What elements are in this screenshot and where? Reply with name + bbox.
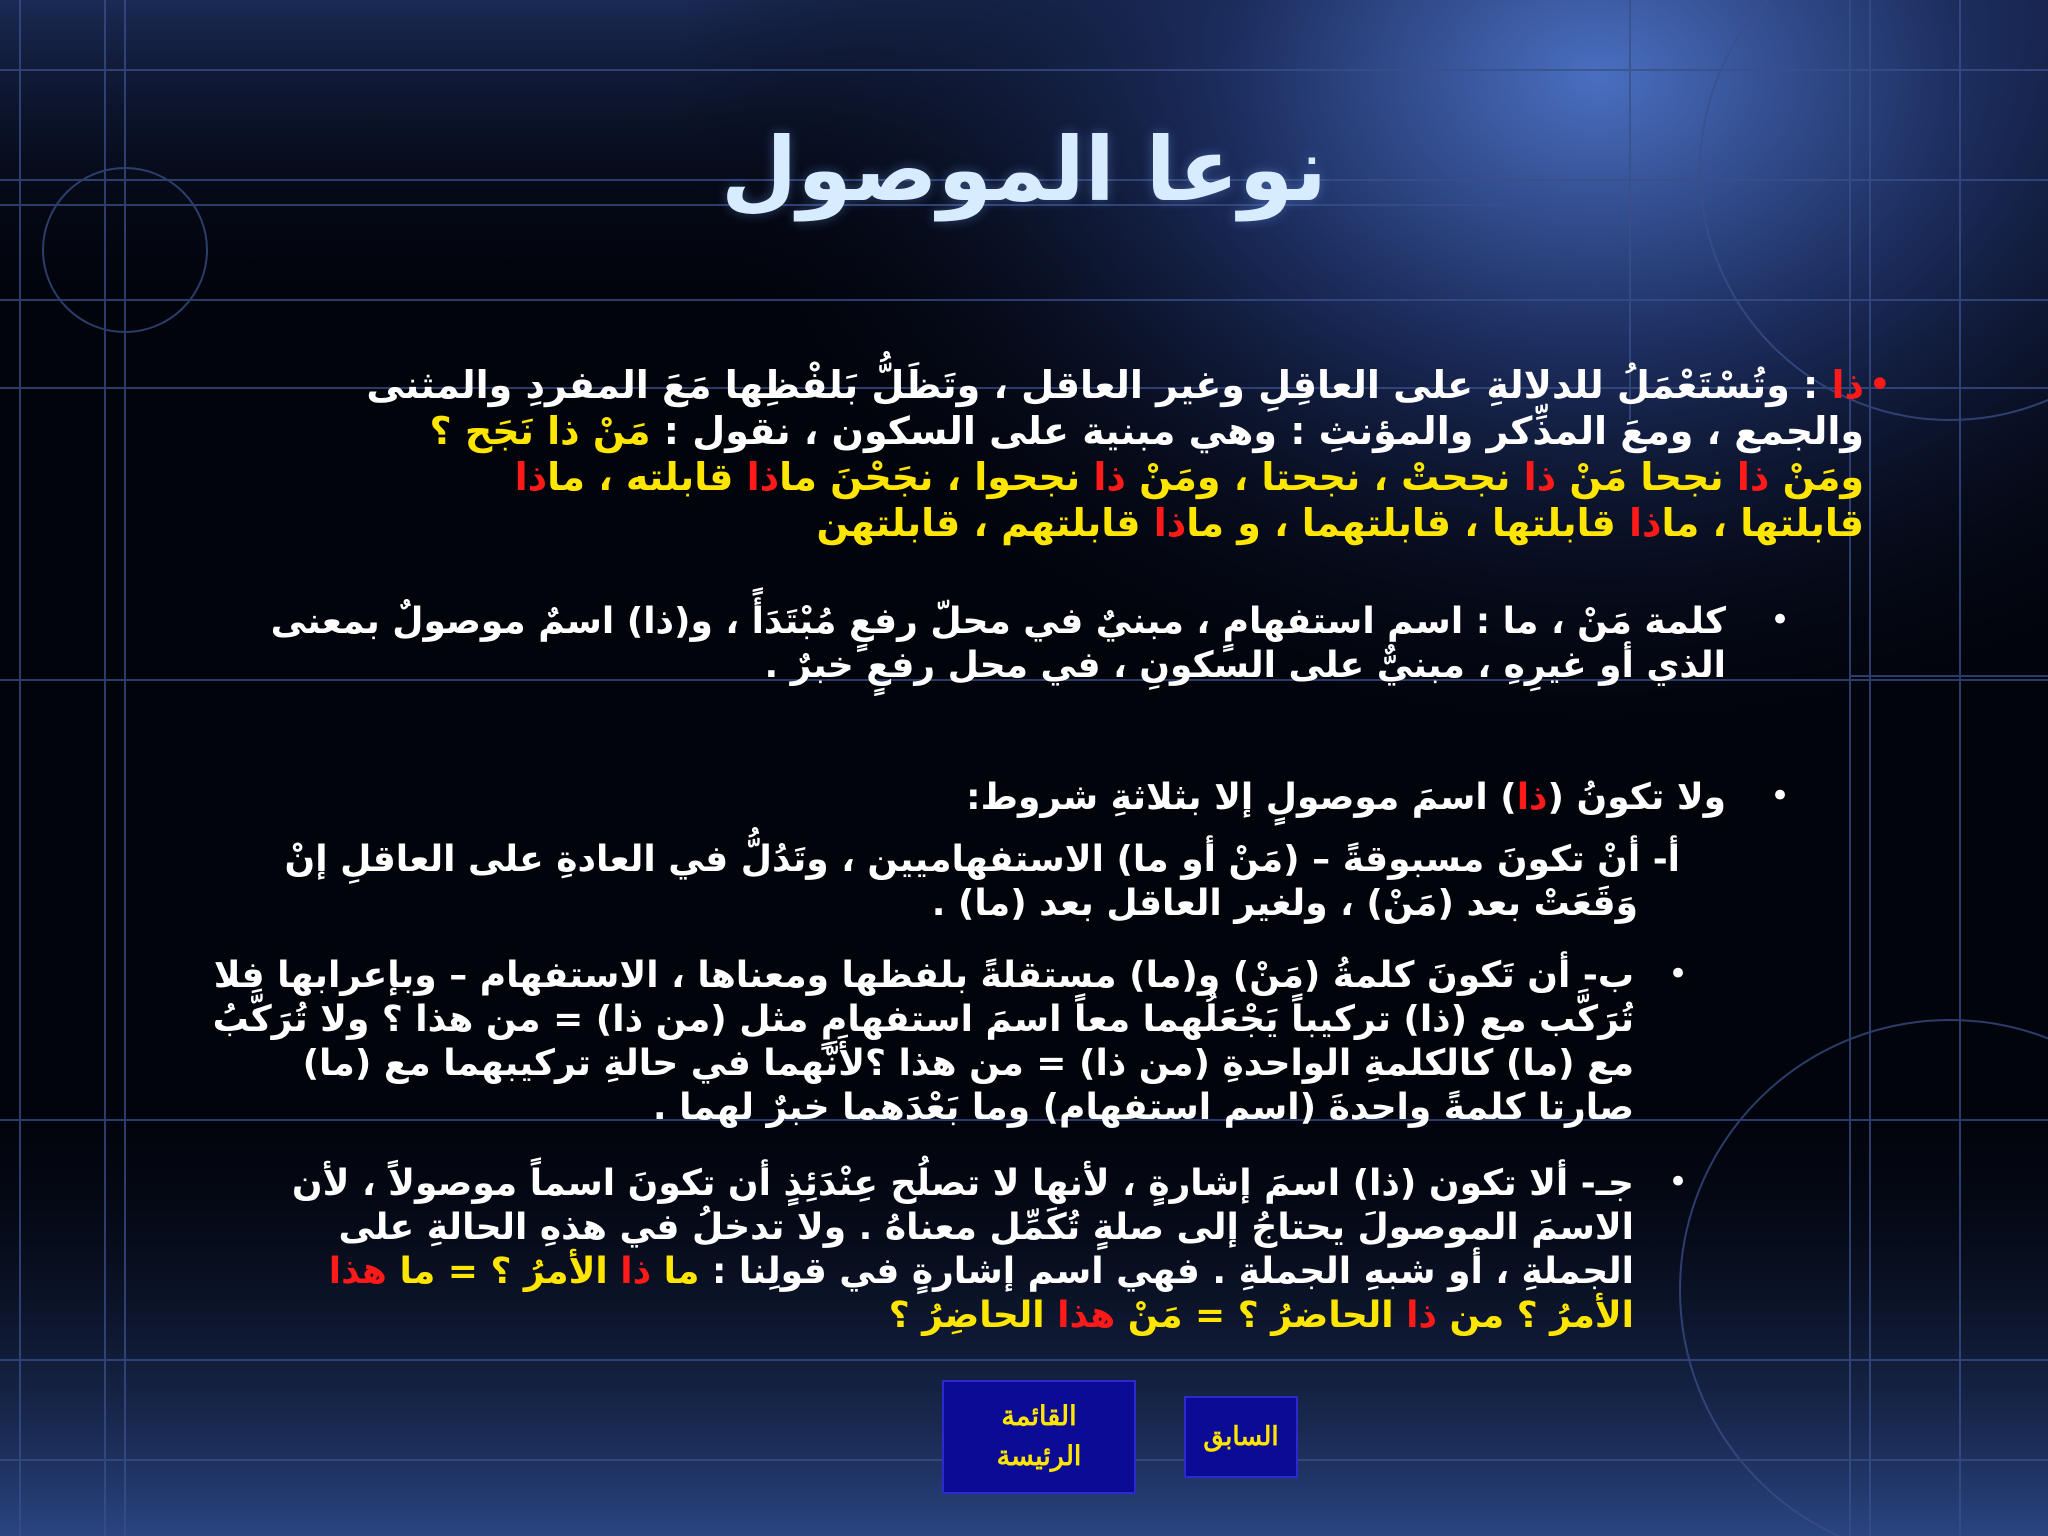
p1-l2-yellow: مَنْ ذا نَجَح ؟ [429, 409, 651, 453]
p1-l3-y4: نجحوا ، نجَحْنَ ما [779, 455, 1094, 499]
paragraph-man-ma-parsing [166, 600, 1726, 688]
p1-l4-r2: ذا [1153, 501, 1187, 545]
main-menu-line-1: القائمة [1001, 1401, 1077, 1432]
main-menu-button[interactable] [942, 1380, 1136, 1494]
paragraph-dha-usage [144, 362, 1864, 546]
p1-l3-y5: قابلته ، ما [547, 455, 747, 499]
p1-l3-r3: ذا [1093, 455, 1126, 499]
p6-l3-text: الجملةِ ، أو شبهِ الجملةِ . فهي اسم إشارةٍ في قولِنا : [699, 1251, 1634, 1292]
p1-l1-text: : وتُسْتَعْمَلُ للدلالةِ على العاقِلِ وغير العاقل ، وتَظَلُّ بَلفْظِها مَعَ المفردِ والمثنى [366, 363, 1832, 407]
p1-l3-r5: ذا [514, 455, 548, 499]
p6-line-3 [194, 1250, 1634, 1294]
p4-line-2: وَقَعَتْ بعد (مَنْ) ، ولغير العاقل بعد (ما) . [931, 883, 1638, 924]
p1-l1-red: ذا [1831, 363, 1864, 407]
p1-l2-text: والجمع ، ومعَ المذِّكر والمؤنثِ : وهي مبنية على السكون ، نقول : [650, 409, 1864, 453]
p3-pre: ولا تكونُ ( [1547, 777, 1726, 818]
p3-line-1 [166, 776, 1726, 820]
bullet-dot: • [1770, 600, 1791, 640]
p1-l3-y2: نجحا مَنْ [1556, 455, 1737, 499]
p5-line-4: صارتا كلمةً واحدةَ (اسم استفهام) وما بَعْدَهما خبرٌ لهما . [652, 1087, 1634, 1128]
p2-line-1: كلمة مَنْ ، ما : اسم استفهامٍ ، مبنيٌ في محلّ رفعٍ مُبْتَدَأً ، و(ذا) اسمٌ موصولٌ بمعنى [270, 601, 1726, 642]
slide-title: نوعا الموصول [721, 118, 1327, 221]
condition-a [180, 838, 1680, 926]
p2-line-2: الذي أو غيرِهِ ، مبنيٌّ على السكونِ ، في محل رفعٍ خبرٌ . [764, 645, 1726, 686]
p5-line-2: تُرَكَّب مع (ذا) تركيباً يَجْعَلُهما معاً اسمَ استفهامٍ مثل (من ذا) = من هذا ؟ ولا تُرَكَّبُ [212, 999, 1634, 1040]
p1-l4-r1: ذا [1628, 501, 1662, 545]
p6-line-2: الاسمَ الموصولَ يحتاجُ إلى صلةٍ تُكَمِّل معناهُ . ولا تدخلُ في هذهِ الحالةِ على [338, 1207, 1634, 1248]
p3-red: ذا [1516, 777, 1548, 818]
bullet-dot: • [1770, 776, 1791, 816]
p6-line-4 [194, 1294, 1634, 1338]
p1-line-4 [144, 500, 1864, 546]
p5-line-3: مع (ما) كالكلمةِ الواحدةِ (من ذا) = من هذا ؟لأَنَّهما في حالةِ تركيبهما مع (ما) [302, 1043, 1634, 1084]
p1-l3-r4: ذا [746, 455, 780, 499]
condition-b [114, 954, 1634, 1130]
p6-l3-r2: هذا [328, 1251, 387, 1292]
p1-l3-y3: نجحتْ ، نجحتا ، ومَنْ [1125, 455, 1524, 499]
p1-l3-y1: ومَنْ [1769, 455, 1864, 499]
previous-button[interactable] [1184, 1396, 1298, 1478]
p6-l4-y2: الحاضرُ ؟ = مَنْ [1115, 1295, 1407, 1336]
p6-l3-y1: ما [651, 1251, 700, 1292]
p6-line-1: جـ- ألا تكون (ذا) اسمَ إشارةٍ ، لأنها لا تصلُح عِنْدَئِذٍ أن تكونَ اسماً موصولاً ، لأن [291, 1163, 1634, 1204]
p1-line-3 [144, 454, 1864, 500]
p1-l4-y2: قابلتها ، قابلتهما ، و ما [1186, 501, 1629, 545]
p6-l4-y3: الحاضِرُ ؟ [888, 1295, 1058, 1336]
p1-l3-r1: ذا [1736, 455, 1770, 499]
p3-post: ) اسمَ موصولٍ إلا بثلاثةِ شروط: [966, 777, 1517, 818]
p6-l3-y2: الأمرُ ؟ = ما [386, 1251, 621, 1292]
p1-l4-y3: قابلتهم ، قابلتهن [816, 501, 1154, 545]
p6-l4-r2: هذا [1057, 1295, 1116, 1336]
p6-l4-y1: الأمرُ ؟ من [1437, 1295, 1634, 1336]
p6-l3-r1: ذا [620, 1251, 652, 1292]
p1-l4-y1: قابلتها ، ما [1661, 501, 1864, 545]
p1-l3-r2: ذا [1523, 455, 1557, 499]
bullet-dot: • [1668, 954, 1689, 994]
bullet-red-dot: • [1868, 362, 1892, 408]
bullet-dot: • [1668, 1162, 1689, 1202]
p1-line-1 [144, 362, 1864, 408]
p1-line-2 [144, 408, 1864, 454]
p4-line-1: أ- أنْ تكونَ مسبوقةً – (مَنْ أو ما) الاستفهاميين ، وتَدُلُّ في العادةِ على العاقلِ إنْ [284, 839, 1680, 880]
p5-line-1: ب- أن تَكونَ كلمةُ (مَنْ) و(ما) مستقلةً بلفظها ومعناها ، الاستفهام – وبإعرابها فلا [213, 955, 1634, 996]
condition-c [194, 1162, 1634, 1338]
paragraph-three-conditions [166, 776, 1726, 820]
main-menu-line-2: الرئيسة [996, 1441, 1082, 1472]
previous-label: السابق [1203, 1422, 1279, 1452]
p6-l4-r1: ذا [1406, 1295, 1437, 1336]
